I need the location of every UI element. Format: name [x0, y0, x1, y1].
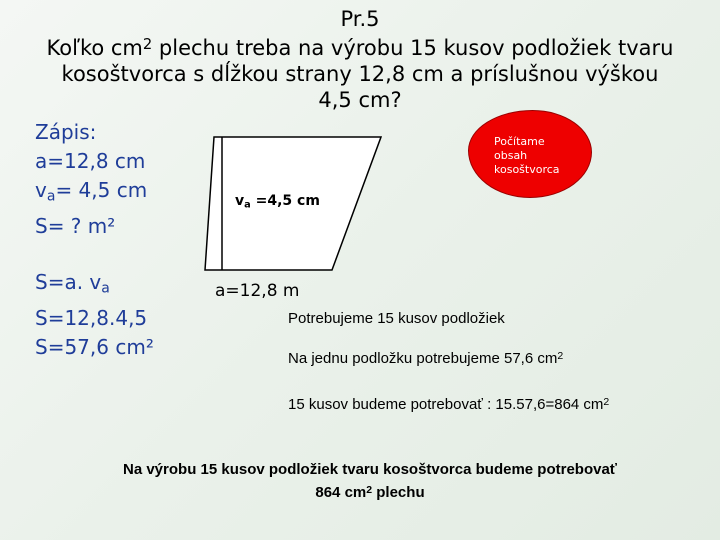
step-one-piece: Na jednu podložku potrebujeme 57,6 $cm^2$ — [288, 350, 564, 368]
problem-number: Pr.5 — [340, 7, 380, 31]
given-height: $v_a= 4,5$ cm — [35, 178, 148, 205]
answer-line-2: 864 $cm^2$ plechu — [315, 484, 425, 502]
side-label: a=12,8 m — [215, 281, 300, 301]
given-side: a=12,8 cm — [35, 149, 146, 173]
step-need-pieces: Potrebujeme 15 kusov podložiek — [288, 310, 505, 327]
answer-conclusion — [40, 460, 700, 503]
area-result: S=57,6 cm² — [35, 334, 154, 359]
given-heading: Zápis: — [35, 120, 97, 144]
bubble-text: Počítame obsah kosoštvorca — [494, 135, 560, 176]
height-label: $v_a =4,5$ cm — [235, 193, 320, 211]
given-unknown: S= ? m² — [35, 213, 116, 238]
area-formula: S=a. $v_a$ — [35, 270, 110, 297]
answer-line-1: Na výrobu 15 kusov podložiek tvaru kosoštvorca budeme potrebovať — [123, 461, 617, 478]
question-line-3: 4,5 cm? — [318, 87, 402, 112]
question-line-2: kosoštvorca s dĺžkou strany 12,8 cm a príslušnou výškou — [61, 61, 659, 86]
step-total: 15 kusov budeme potrebovať : 15.57,6=864 $cm^2$ — [288, 396, 610, 414]
question-line-1: Koľko $cm^2$ plechu treba na výrobu 15 kusov podložiek tvaru — [46, 35, 674, 60]
area-substitution: S=12,8.4,5 — [35, 305, 148, 330]
